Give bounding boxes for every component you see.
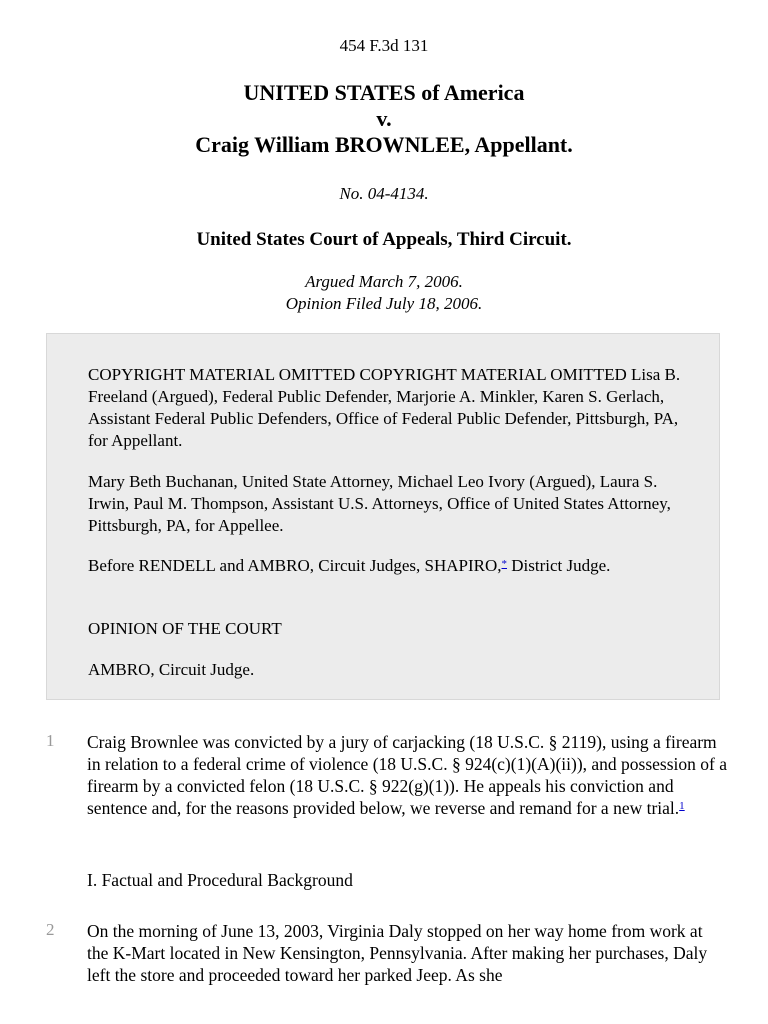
- opinion-label: OPINION OF THE COURT: [88, 619, 282, 638]
- appellant-counsel: COPYRIGHT MATERIAL OMITTED COPYRIGHT MATERIAL OMITTED Lisa B. Freeland (Argued), Federal Public Defender, Marjorie A. Minkler, Karen S. Gerlach, Assistant Federal Public Defenders, Office of Federal Public Defender, Pittsburgh, PA, for Appellant.: [88, 365, 681, 450]
- paragraph-text: Craig Brownlee was convicted by a jury of carjacking (18 U.S.C. § 2119), using a firearm in relation to a federal crime of violence (18 U.S.C. § 924(c)(1)(A)(ii)), and possession of a firearm by a convicted felon (18 U.S.C. § 922(g)(1)). He appeals his conviction and sentence and, for the reasons provided below, we reverse and remand for a new trial.: [87, 732, 728, 818]
- section-heading: I. Factual and Procedural Background: [87, 870, 353, 890]
- appellee-counsel: Mary Beth Buchanan, United State Attorney, Michael Leo Ivory (Argued), Laura S. Irwin, Paul M. Thompson, Assistant U.S. Attorneys, Office of United States Attorney, Pittsburgh, PA, for Appellee.: [88, 472, 671, 535]
- docket-number: No. 04-4134.: [339, 184, 429, 203]
- versus-label: v.: [376, 106, 392, 131]
- court-name: United States Court of Appeals, Third Circuit.: [196, 229, 572, 250]
- filed-date: Opinion Filed July 18, 2006.: [285, 294, 483, 313]
- opinion-paragraph: [87, 731, 727, 819]
- footnote-star-link[interactable]: *: [501, 558, 507, 570]
- case-dates: [0, 271, 768, 315]
- argued-date: Argued March 7, 2006.: [305, 272, 463, 291]
- defendant-name: Craig William BROWNLEE, Appellant.: [195, 132, 573, 157]
- panel-text-end: District Judge.: [507, 556, 611, 575]
- plaintiff-name: UNITED STATES of America: [243, 80, 525, 105]
- paragraph-number: 1: [46, 731, 55, 750]
- footnote-1-link[interactable]: 1: [679, 800, 685, 812]
- case-citation: 454 F.3d 131: [339, 36, 429, 55]
- counsel-panel: [46, 333, 720, 700]
- opinion-author: AMBRO, Circuit Judge.: [88, 660, 255, 679]
- case-title: [0, 80, 768, 158]
- panel-text: Before RENDELL and AMBRO, Circuit Judges, SHAPIRO,: [88, 556, 502, 575]
- paragraph-number: 2: [46, 920, 55, 939]
- opinion-paragraph: On the morning of June 13, 2003, Virginia Daly stopped on her way home from work at the K-Mart located in New Kensington, Pennsylvania. After making her purchases, Daly left the store and proceeded toward her parked Jeep. As she: [87, 921, 708, 985]
- judges-panel: [88, 555, 688, 577]
